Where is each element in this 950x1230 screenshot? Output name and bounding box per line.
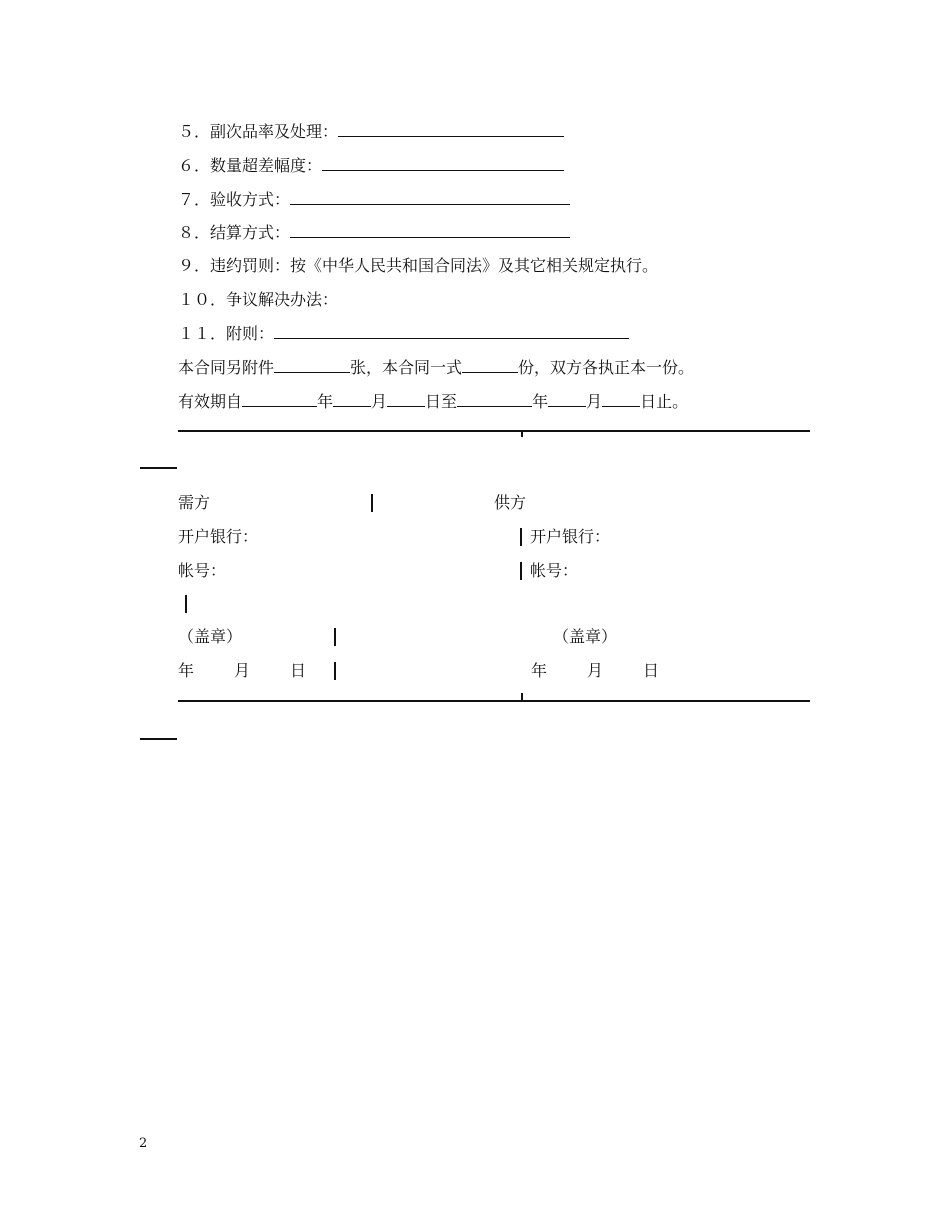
validity-month2-blank (548, 391, 586, 407)
column-divider-6 (334, 662, 336, 680)
seller-date-day: 日 (643, 661, 660, 680)
attachment-part1: 本合同另附件 (178, 358, 275, 377)
buyer-date-month: 月 (234, 661, 251, 680)
separator-rule-top-continuation (140, 467, 177, 469)
column-divider-4 (185, 595, 187, 613)
attachment-line (178, 357, 694, 378)
clause-5-blank (338, 121, 564, 137)
validity-month1-blank (333, 391, 371, 407)
clause-9 (178, 256, 658, 276)
clause-11-label: １１．附则： (178, 324, 275, 343)
separator-rule-bottom (178, 700, 810, 702)
seller-label: 供方 (494, 493, 527, 512)
page-number: 2 (139, 1136, 148, 1151)
clause-11 (178, 323, 629, 344)
validity-month2: 月 (586, 392, 603, 411)
column-divider-2 (520, 528, 522, 546)
buyer-label: 需方 (178, 493, 211, 512)
attachment-part2: 张，本合同一式 (350, 358, 463, 377)
validity-day-end: 日止。 (640, 392, 689, 411)
validity-day1-blank (387, 391, 425, 407)
buyer-bank-label: 开户银行： (178, 527, 259, 546)
attachment-count-blank (274, 357, 350, 373)
seller-seal-label: （盖章） (553, 627, 618, 646)
clause-8 (178, 222, 570, 243)
clause-6-label: ６．数量超差幅度： (178, 156, 323, 175)
validity-month1: 月 (371, 392, 388, 411)
clause-8-blank (290, 222, 570, 238)
separator-tick-bottom (521, 693, 523, 700)
clause-10 (178, 290, 338, 310)
column-divider-1 (371, 494, 373, 512)
validity-year2-blank (457, 391, 532, 407)
copies-count-blank (462, 357, 518, 373)
seller-bank-label: 开户银行： (530, 527, 611, 546)
seller-date (531, 661, 659, 681)
clause-8-label: ８．结算方式： (178, 223, 291, 242)
clause-7-blank (290, 189, 570, 205)
validity-year1: 年 (317, 392, 334, 411)
separator-tick-top (521, 430, 523, 437)
clause-7-label: ７．验收方式： (178, 190, 291, 209)
clause-6-blank (322, 155, 564, 171)
validity-year2: 年 (532, 392, 549, 411)
validity-line (178, 391, 688, 412)
seller-date-year: 年 (531, 661, 548, 680)
separator-rule-top (178, 430, 810, 432)
column-divider-3 (520, 562, 522, 580)
clause-5-label: ５．副次品率及处理： (178, 122, 339, 141)
seller-account-label: 帐号： (530, 561, 579, 580)
attachment-part3: 份，双方各执正本一份。 (518, 358, 695, 377)
validity-year1-blank (242, 391, 317, 407)
seller-date-month: 月 (587, 661, 604, 680)
buyer-date-day: 日 (290, 661, 307, 680)
separator-rule-bottom-continuation (140, 738, 177, 740)
clause-9-text: ９．违约罚则：按《中华人民共和国合同法》及其它相关规定执行。 (178, 256, 659, 275)
clause-10-label: １０．争议解决办法： (178, 290, 339, 309)
buyer-date (178, 661, 306, 681)
validity-day2-blank (602, 391, 640, 407)
buyer-account-label: 帐号： (178, 561, 227, 580)
clause-5 (178, 121, 564, 142)
buyer-seal-label: （盖章） (178, 627, 243, 646)
validity-prefix: 有效期自 (178, 392, 243, 411)
clause-6 (178, 155, 564, 176)
clause-7 (178, 189, 570, 210)
buyer-date-year: 年 (178, 661, 195, 680)
validity-day-to: 日至 (425, 392, 458, 411)
column-divider-5 (334, 628, 336, 646)
clause-11-blank (274, 323, 629, 339)
